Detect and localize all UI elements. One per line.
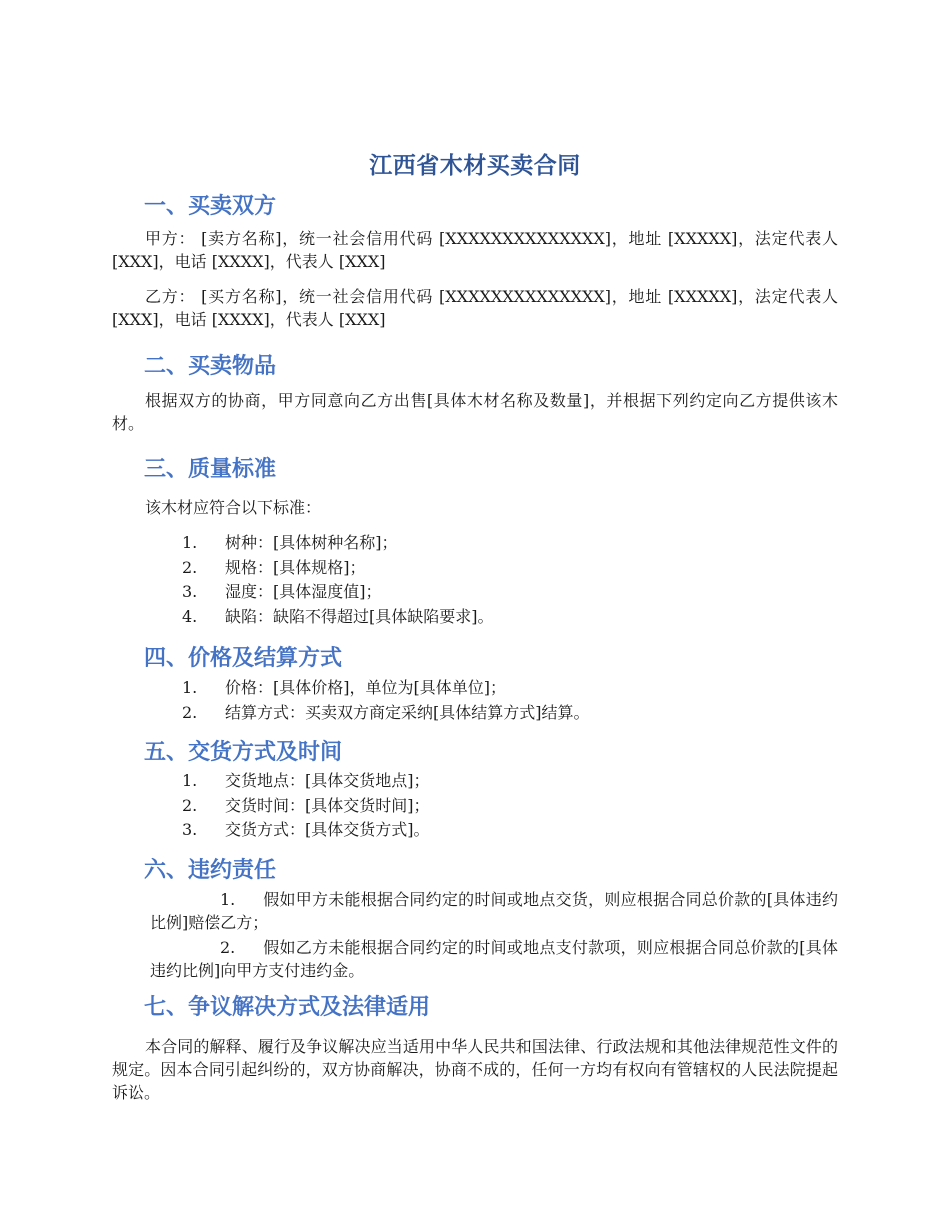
list-number: 2.	[182, 557, 198, 577]
section-disputes	[112, 993, 838, 1104]
delivery-list	[112, 769, 838, 843]
list-item	[112, 794, 838, 819]
section-liability	[112, 856, 838, 982]
list-item	[112, 531, 838, 556]
list-item	[112, 605, 838, 630]
goods-paragraph: 根据双方的协商，甲方同意向乙方出售[具体木材名称及数量]，并根据下列约定向乙方提供该木材。	[112, 391, 838, 433]
list-text: 假如乙方未能根据合同约定的时间或地点支付款项，则应根据合同总价款的[具体违约比例]向甲方支付违约金。	[150, 938, 838, 980]
list-text: 交货时间：[具体交货时间]；	[225, 795, 430, 815]
list-text: 交货地点：[具体交货地点]；	[225, 771, 430, 790]
list-number: 2.	[182, 702, 198, 722]
section-quality	[112, 455, 838, 629]
list-number: 1.	[182, 678, 198, 697]
section-heading: 六、违约责任	[144, 858, 277, 883]
list-item	[112, 676, 838, 701]
list-text: 树种：[具体树种名称]；	[225, 533, 398, 552]
list-text: 假如甲方未能根据合同约定的时间或地点交货，则应根据合同总价款的[具体违约比例]赔偿乙方；	[150, 890, 838, 932]
list-number: 1.	[182, 771, 198, 790]
list-item	[112, 769, 838, 794]
list-number: 2.	[220, 938, 236, 957]
section-price	[112, 644, 838, 725]
list-number: 2.	[182, 795, 198, 815]
list-text: 缺陷：缺陷不得超过[具体缺陷要求]。	[225, 606, 494, 626]
disputes-paragraph: 本合同的解释、履行及争议解决应当适用中华人民共和国法律、行政法规和其他法律规范性文件的规定。因本合同引起纠纷的，双方协商解决，协商不成的，任何一方均有权向有管辖权的人民法院提起诉讼。	[112, 1037, 838, 1102]
party-a-paragraph: 甲方： [卖方名称]，统一社会信用代码 [XXXXXXXXXXXXXX]，地址 [XXXXX]，法定代表人 [XXX]，电话 [XXXX]，代表人 [XXX]	[112, 229, 838, 271]
list-text: 规格：[具体规格]；	[225, 557, 366, 577]
list-text: 价格：[具体价格]，单位为[具体单位]；	[225, 678, 506, 697]
section-heading: 一、买卖双方	[144, 194, 277, 219]
list-text: 交货方式：[具体交货方式]。	[225, 820, 430, 839]
section-parties	[112, 192, 838, 331]
section-heading: 七、争议解决方式及法律适用	[144, 995, 431, 1020]
document-title: 江西省木材买卖合同	[369, 153, 581, 179]
list-item	[112, 818, 838, 843]
section-heading: 四、价格及结算方式	[144, 646, 343, 671]
quality-intro: 该木材应符合以下标准：	[145, 498, 322, 517]
party-b-paragraph: 乙方： [买方名称]，统一社会信用代码 [XXXXXXXXXXXXXX]，地址 [XXXXX]，法定代表人 [XXX]，电话 [XXXX]，代表人 [XXX]	[112, 287, 838, 329]
quality-list	[112, 531, 838, 629]
list-number: 3.	[182, 582, 198, 601]
list-item	[112, 556, 838, 581]
section-heading: 五、交货方式及时间	[144, 740, 343, 765]
liability-item	[112, 888, 838, 934]
list-number: 1.	[182, 533, 198, 552]
section-goods	[112, 352, 838, 435]
list-text: 湿度：[具体湿度值]；	[225, 582, 382, 601]
list-item	[112, 701, 838, 726]
price-list	[112, 676, 838, 725]
list-number: 1.	[220, 890, 236, 909]
list-number: 4.	[182, 606, 198, 626]
section-heading: 三、质量标准	[144, 457, 277, 482]
list-number: 3.	[182, 820, 198, 839]
section-delivery	[112, 738, 838, 843]
liability-item	[112, 936, 838, 982]
list-item	[112, 580, 838, 605]
section-heading: 二、买卖物品	[144, 354, 277, 379]
list-text: 结算方式：买卖双方商定采纳[具体结算方式]结算。	[225, 702, 590, 722]
